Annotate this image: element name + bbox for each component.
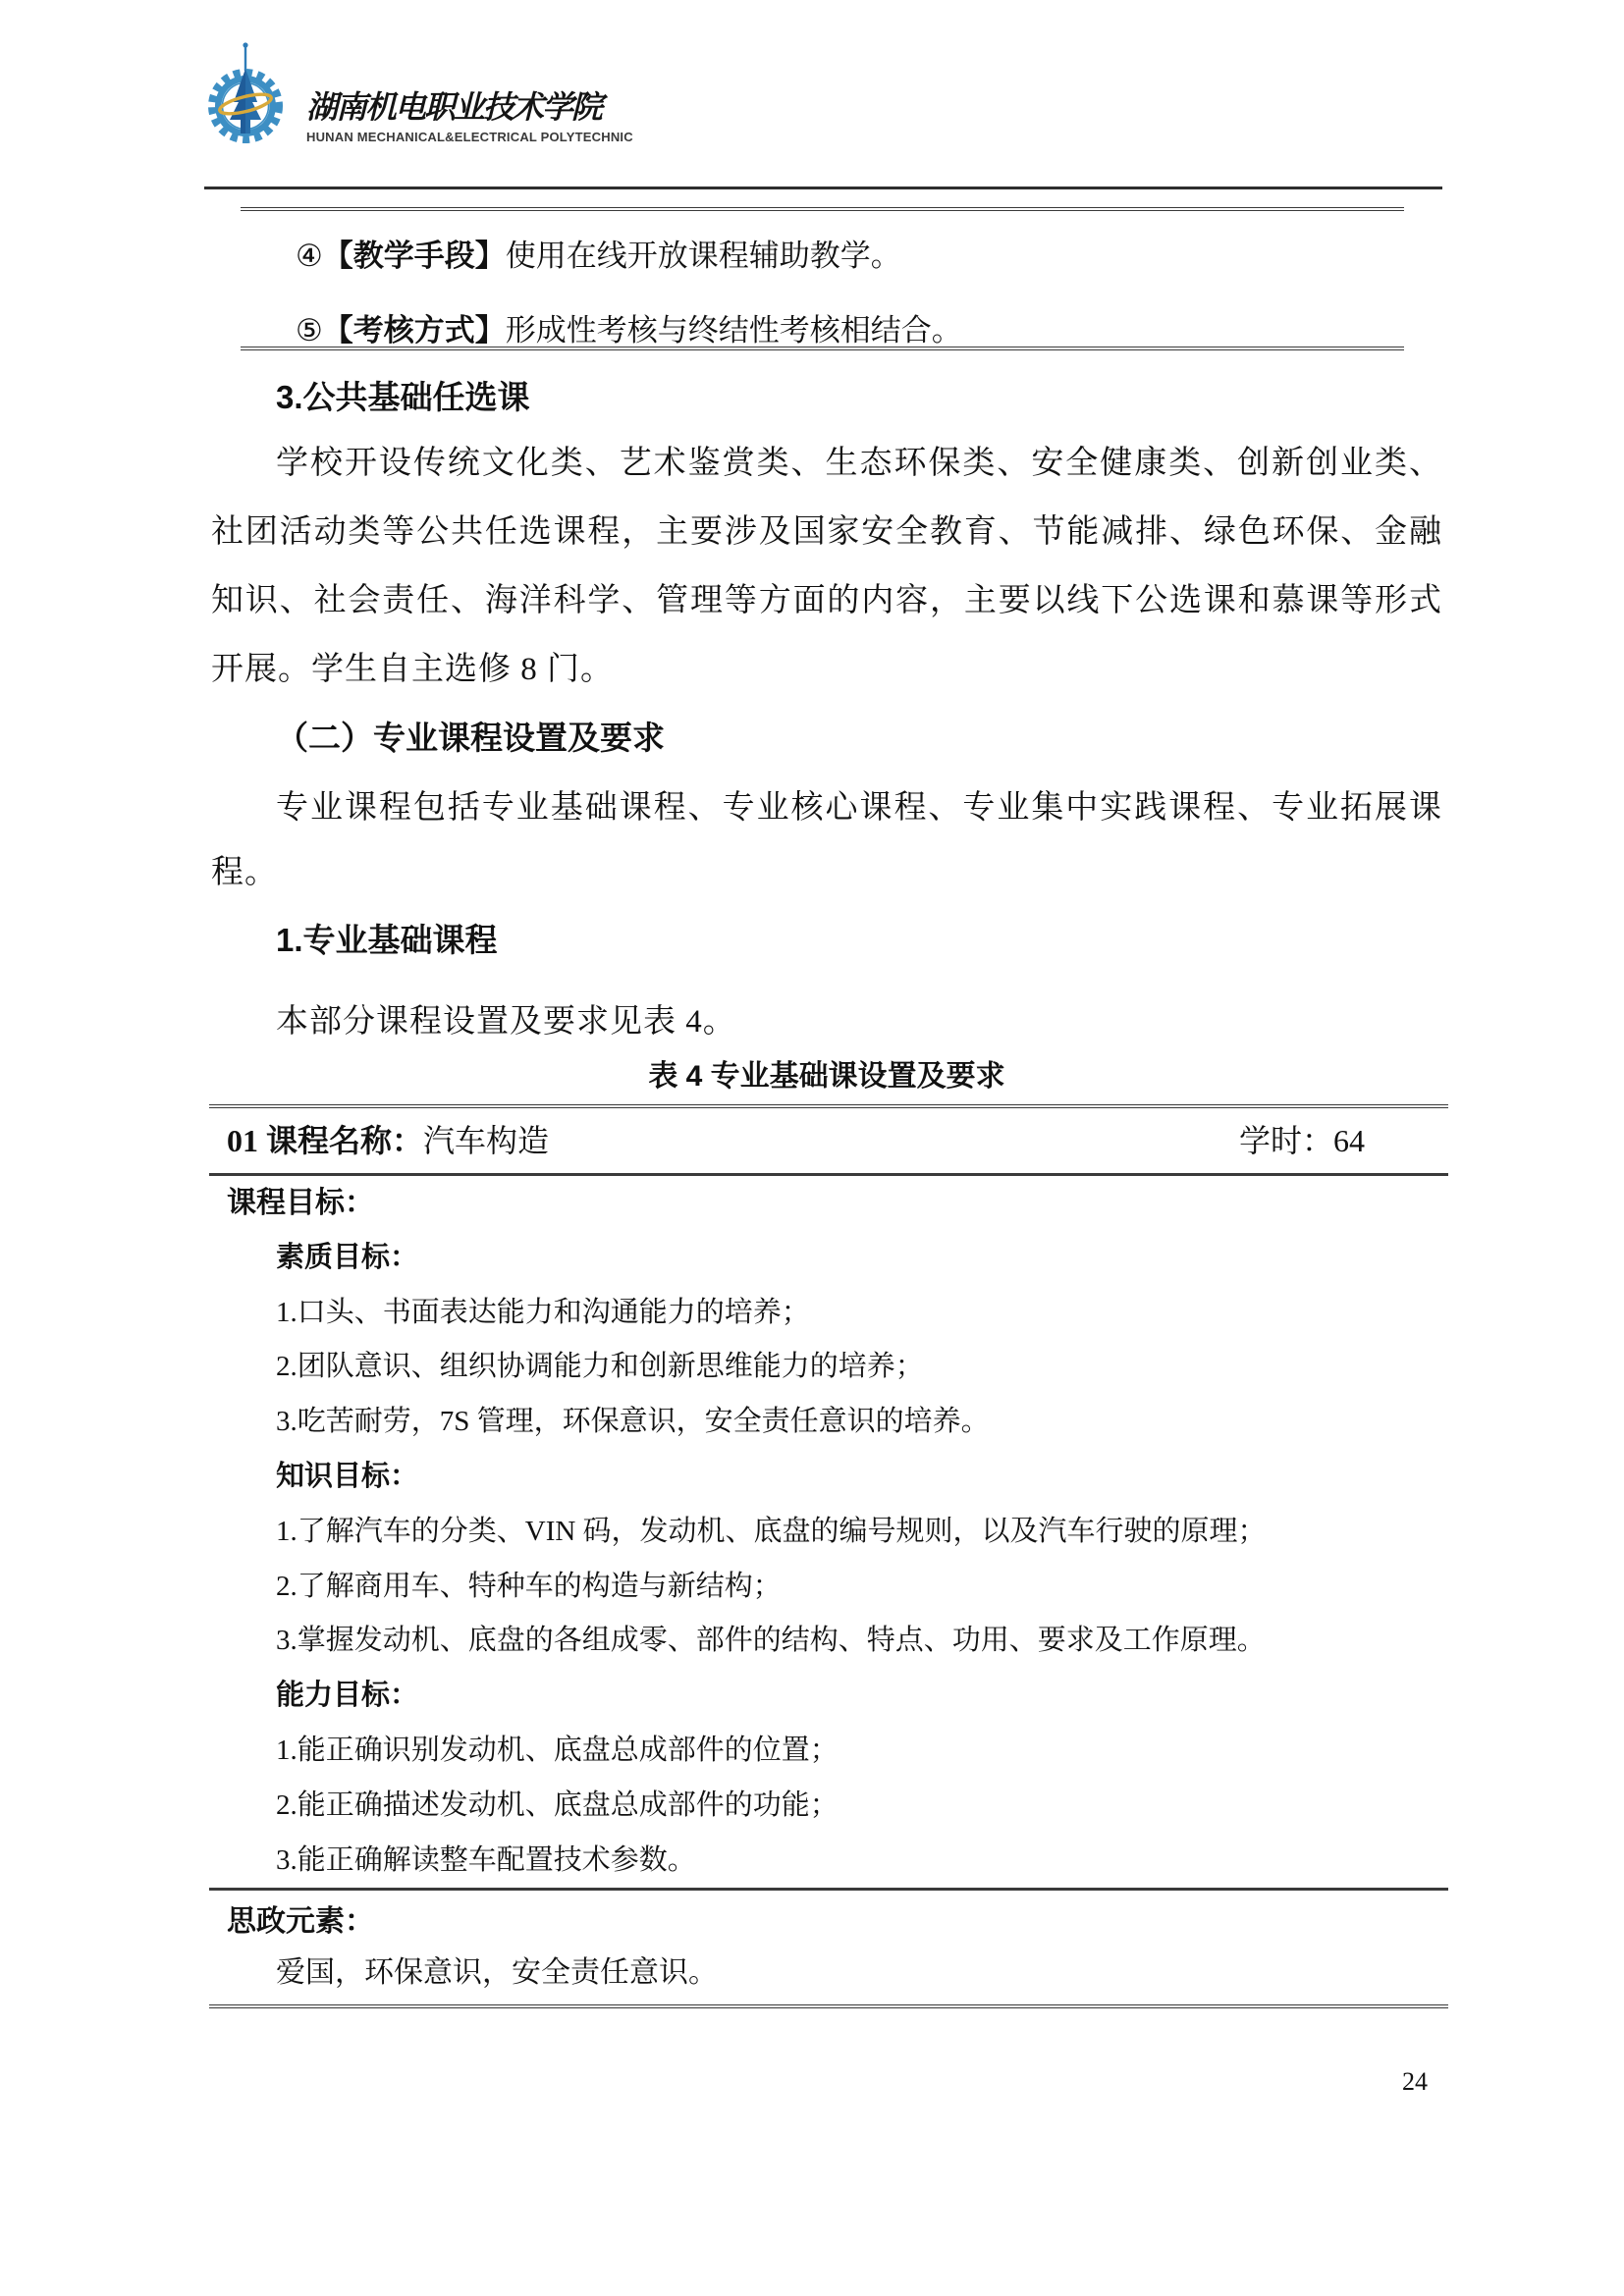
list-item: 2.团队意识、组织协调能力和创新思维能力的培养； (276, 1351, 924, 1383)
ideology-label: 思政元素： (227, 1905, 374, 1938)
item-label: 【考核方式】 (322, 313, 506, 347)
list-item: 3.吃苦耐劳，7S 管理，环保意识，安全责任意识的培养。 (276, 1406, 990, 1438)
group-title-ability: 能力目标： (276, 1680, 419, 1712)
course-number: 01 (227, 1123, 258, 1158)
school-name-chinese: 湖南机电职业技术学院 (306, 89, 602, 125)
item-label: 【教学手段】 (322, 239, 506, 273)
course-name-value: 汽车构造 (423, 1123, 550, 1158)
table-4-course-requirements (209, 1104, 1448, 2008)
continued-course-table (241, 207, 1404, 350)
paragraph-basic-courses: 本部分课程设置及要求见表 4。 (276, 1004, 736, 1040)
list-item: 3.能正确解读整车配置技术参数。 (276, 1843, 696, 1876)
table-row-course-header (209, 1108, 1448, 1176)
item-number: ④ (296, 239, 323, 273)
list-item: 1.口头、书面表达能力和沟通能力的培养； (276, 1296, 810, 1328)
group-title-quality: 素质目标： (276, 1241, 419, 1273)
list-item: 2.了解商用车、特种车的构造与新结构； (276, 1570, 782, 1602)
list-item: 1.了解汽车的分类、VIN 码，发动机、底盘的编号规则，以及汽车行驶的原理； (276, 1515, 1267, 1547)
table-row-ideology (209, 1891, 1448, 2004)
school-logo (204, 39, 633, 157)
course-name-cell (209, 1108, 549, 1173)
course-hours-cell (1239, 1108, 1448, 1173)
paragraph-optional-courses: 学校开设传统文化类、艺术鉴赏类、生态环保类、安全健康类、创新创业类、社团活动类等公共任选课程，主要涉及国家安全教育、节能减排、绿色环保、金融知识、社会责任、海洋科学、管理等方面的内容，主要以线下公选课和慕课等形式开展。学生自主选修 8 门。 (211, 446, 1442, 687)
group-title-knowledge: 知识目标： (276, 1460, 419, 1492)
table-4-caption: 表 4 专业基础课设置及要求 (648, 1060, 1005, 1093)
item-text: 形成性考核与终结性考核相结合。 (505, 313, 962, 347)
objectives-label: 课程目标： (227, 1187, 374, 1219)
school-logo-gear-icon (204, 39, 287, 147)
list-item: 2.能正确描述发动机、底盘总成部件的功能； (276, 1789, 839, 1821)
list-item: 3.掌握发动机、底盘的各组成零、部件的结构、特点、功用、要求及工作原理。 (276, 1625, 1266, 1657)
section-heading-basic-courses: 1.专业基础课程 (276, 922, 498, 958)
list-item (241, 227, 1404, 286)
header-rule (204, 187, 1442, 189)
list-item (241, 301, 1404, 360)
course-name-label: 课程名称： (266, 1123, 424, 1158)
section-heading-major-courses: （二）专业课程设置及要求 (276, 720, 665, 756)
school-name-english: HUNAN MECHANICAL&ELECTRICAL POLYTECHNIC (306, 130, 633, 144)
list-item: 1.能正确识别发动机、底盘总成部件的位置； (276, 1734, 839, 1766)
hours-label: 学时： (1238, 1123, 1333, 1158)
section-heading-optional-courses: 3.公共基础任选课 (276, 379, 530, 415)
paragraph-major-courses: 专业课程包括专业基础课程、专业核心课程、专业集中实践课程、专业拓展课程。 (211, 790, 1442, 890)
ideology-text: 爱国，环保意识，安全责任意识。 (276, 1956, 718, 1989)
item-text: 使用在线开放课程辅助教学。 (505, 239, 901, 273)
page-number: 24 (1402, 2067, 1428, 2096)
hours-value: 64 (1333, 1123, 1365, 1158)
table-row-objectives (209, 1176, 1448, 1891)
item-number: ⑤ (296, 313, 323, 347)
